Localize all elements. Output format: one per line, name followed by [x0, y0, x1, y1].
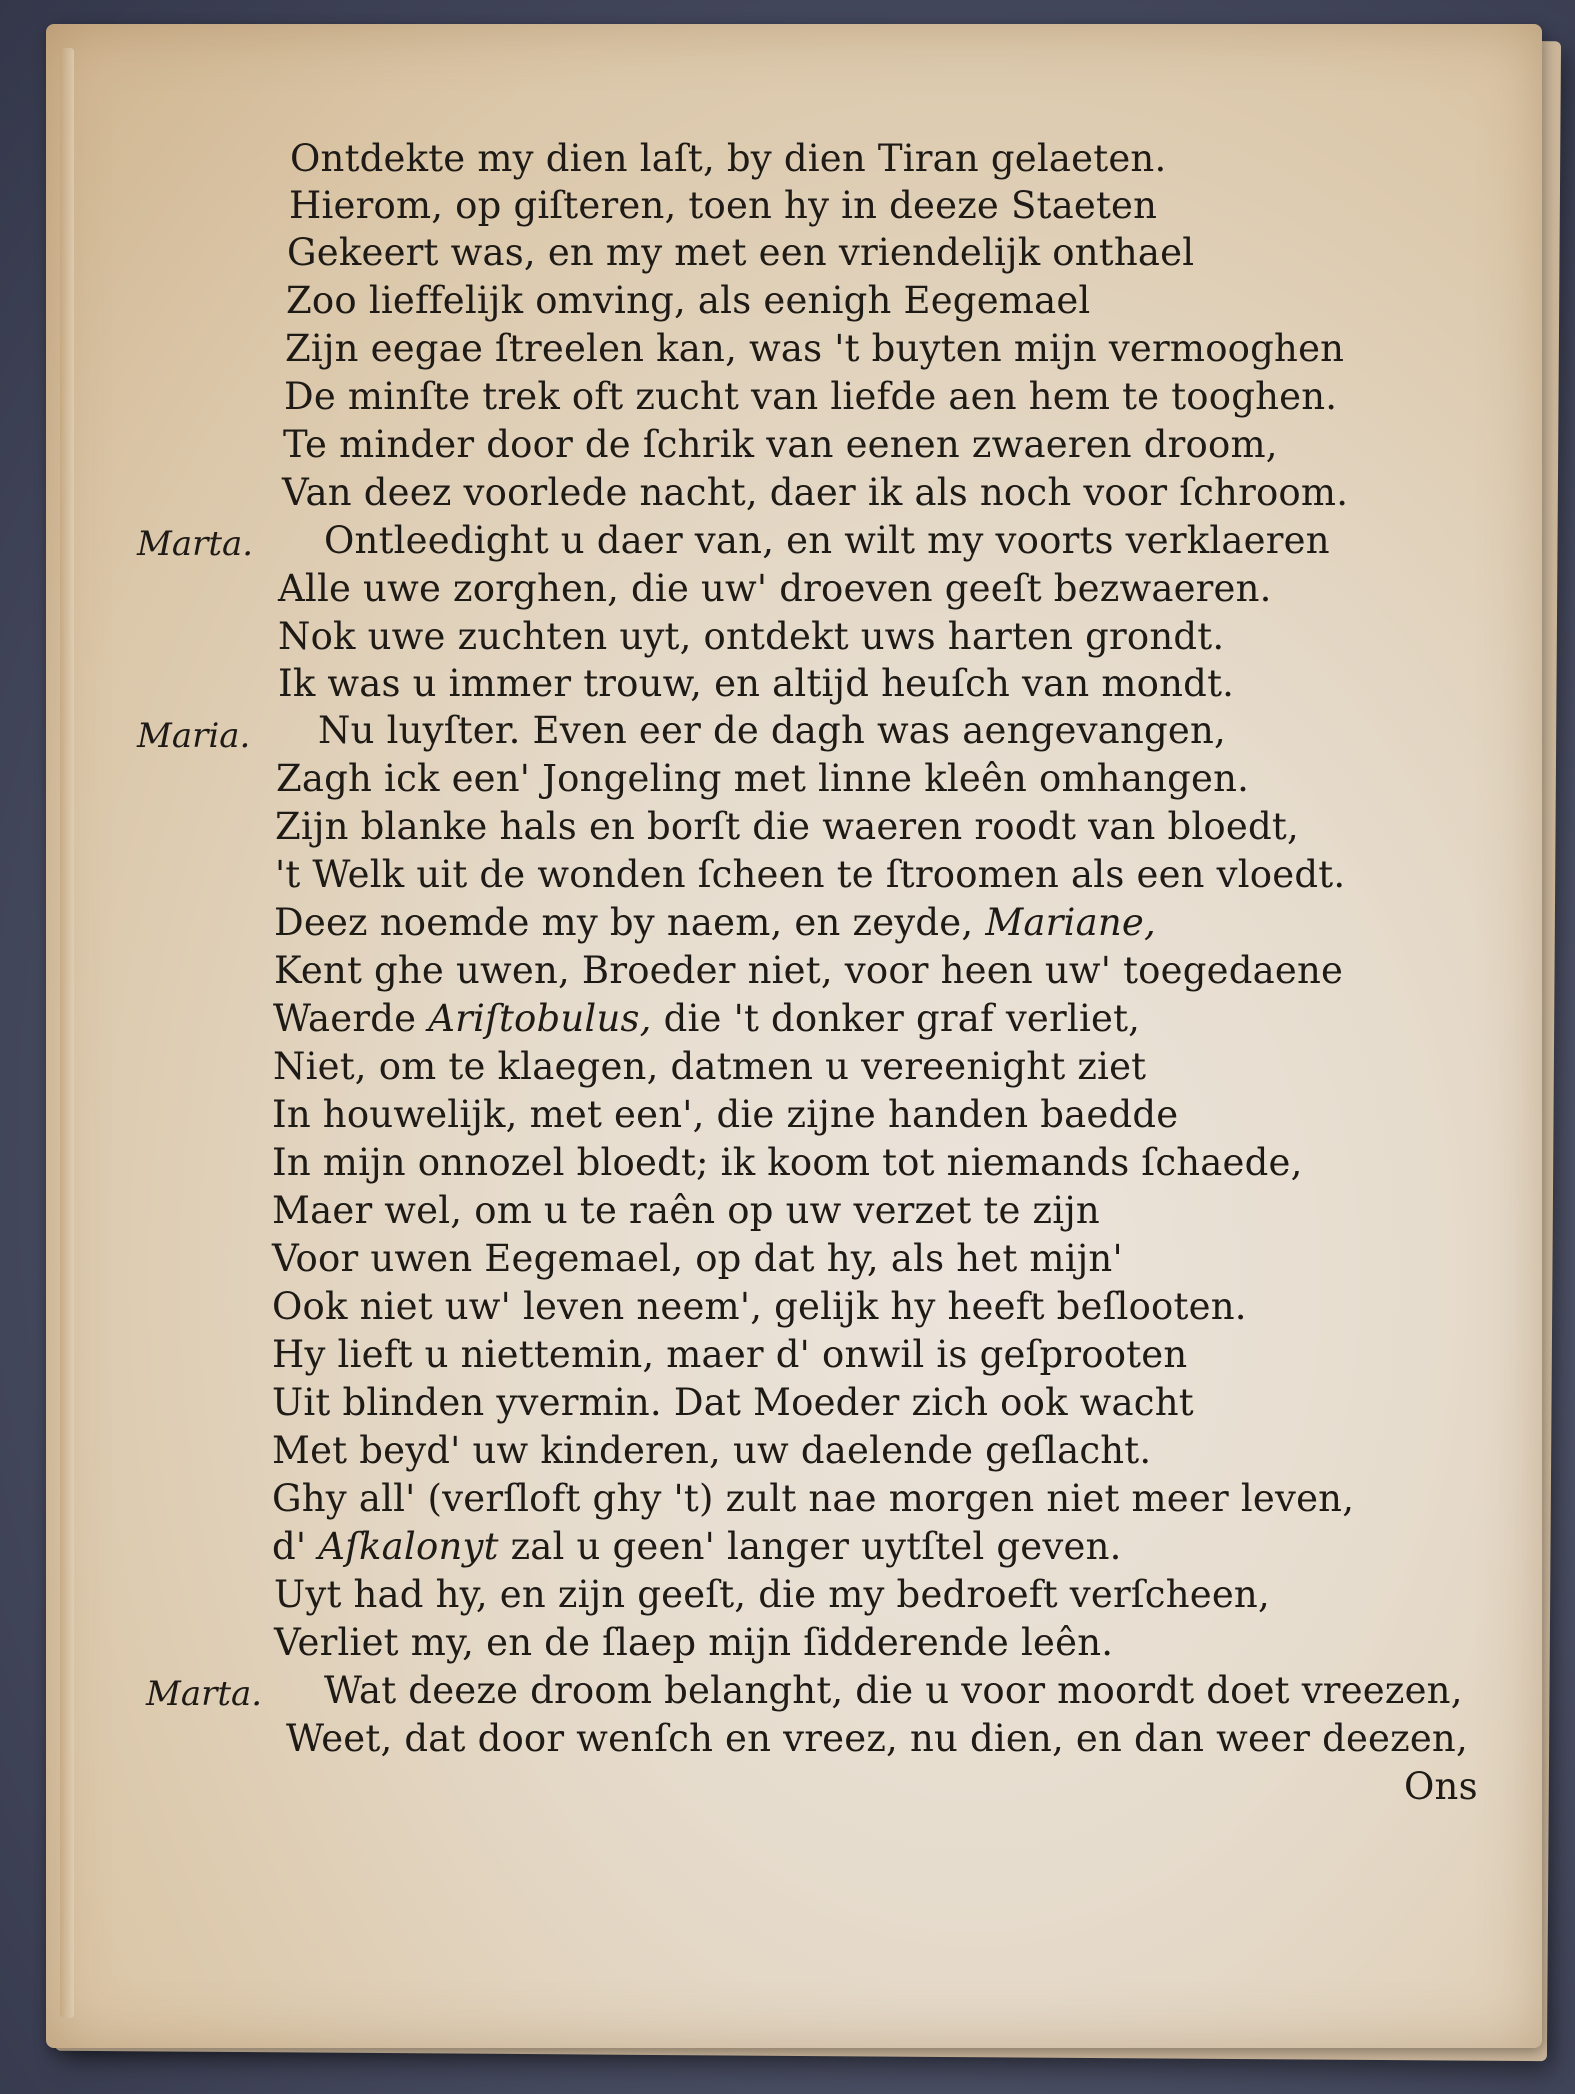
verse-line: Alle uwe zorghen, die uw' droeven geeſt bezwaeren. — [278, 567, 1272, 610]
verse-line: In mijn onnozel bloedt; ik koom tot niemands ſchaede, — [272, 1141, 1303, 1184]
verse-text-segment: Deez noemde my by naem, en zeyde, — [274, 901, 974, 944]
verse-line: Wat deeze droom belanght, die u voor moordt doet vreezen, — [324, 1669, 1463, 1712]
name-aristobulus: Ariſtobulus, — [428, 997, 652, 1040]
verse-line: Gekeert was, en my met een vriendelijk onthael — [287, 231, 1195, 274]
verse-text-segment: d' — [272, 1525, 307, 1568]
verse-line: Ontdekte my dien laſt, by dien Tiran gelaeten. — [290, 137, 1167, 180]
verse-line: Ontleedight u daer van, en wilt my voorts verklaeren — [324, 519, 1330, 562]
verse-line — [274, 901, 1156, 944]
verse-line: Nu luyſter. Even eer de dagh was aengevangen, — [318, 709, 1226, 752]
verse-line: Zijn eegae ſtreelen kan, was 't buyten mijn vermooghen — [285, 327, 1345, 370]
verse-line: Uyt had hy, en zijn geeſt, die my bedroeft verſcheen, — [274, 1573, 1270, 1616]
verse-text-segment: zal u geen' langer uytſtel geven. — [510, 1525, 1122, 1568]
verse-line — [272, 1525, 1122, 1568]
verse-line: Ghy all' (verſloft ghy 't) zult nae morgen niet meer leven, — [272, 1477, 1355, 1520]
verse-line: Hierom, op giſteren, toen hy in deeze Staeten — [289, 184, 1158, 227]
verse-line: Zijn blanke hals en borſt die waeren roodt van bloedt, — [275, 805, 1299, 848]
verse-line: In houwelijk, met een', die zijne handen baedde — [272, 1093, 1179, 1136]
verse-line: De minſte trek oft zucht van liefde aen hem te tooghen. — [284, 375, 1338, 418]
verse-line: Van deez voorlede nacht, daer ik als noch voor ſchroom. — [282, 471, 1349, 514]
verse-line: Weet, dat door wenſch en vreez, nu dien, en dan weer deezen, — [286, 1717, 1468, 1760]
name-mariane: Mariane, — [985, 901, 1156, 944]
speaker-marta: Marta. — [137, 524, 254, 564]
verse-text-segment: die 't donker graf verliet, — [663, 997, 1141, 1040]
verse-line: Ook niet uw' leven neem', gelijk hy heeft beſlooten. — [272, 1285, 1247, 1328]
book-page — [46, 24, 1542, 2048]
verse-line: Nok uwe zuchten uyt, ontdekt uws harten grondt. — [278, 615, 1225, 658]
verse-line: 't Welk uit de wonden ſcheen te ſtroomen als een vloedt. — [275, 853, 1346, 896]
verse-line: Maer wel, om u te raên op uw verzet te zijn — [272, 1189, 1100, 1232]
name-askalonyt: Aſkalonyt — [318, 1525, 499, 1568]
verse-line: Verliet my, en de ſlaep mijn ſidderende leên. — [274, 1621, 1114, 1664]
verse-line: Hy lieft u niettemin, maer d' onwil is geſprooten — [272, 1333, 1188, 1376]
verse-line: Kent ghe uwen, Broeder niet, voor heen uw' toegedaene — [274, 949, 1344, 992]
verse-line: Niet, om te klaegen, datmen u vereenight ziet — [273, 1045, 1147, 1088]
verse-line: Te minder door de ſchrik van eenen zwaeren droom, — [283, 423, 1278, 466]
verse-line: Voor uwen Eegemael, op dat hy, als het mijn' — [272, 1237, 1123, 1280]
verse-line: Ik was u immer trouw, en altijd heuſch van mondt. — [278, 662, 1235, 705]
catchword: Ons — [1404, 1765, 1478, 1808]
verse-line: Met beyd' uw kinderen, uw daelende geſlacht. — [272, 1429, 1152, 1472]
speaker-marta: Marta. — [146, 1674, 263, 1714]
verse-text-segment: Waerde — [273, 997, 417, 1040]
verse-line: Uit blinden yvermin. Dat Moeder zich ook wacht — [272, 1381, 1194, 1424]
verse-line — [273, 997, 1141, 1040]
speaker-maria: Maria. — [137, 716, 251, 756]
verse-line: Zoo lieffelijk omving, als eenigh Eegemael — [286, 279, 1091, 322]
verse-line: Zagh ick een' Jongeling met linne kleên omhangen. — [276, 757, 1250, 800]
verse-text — [46, 24, 1542, 2048]
